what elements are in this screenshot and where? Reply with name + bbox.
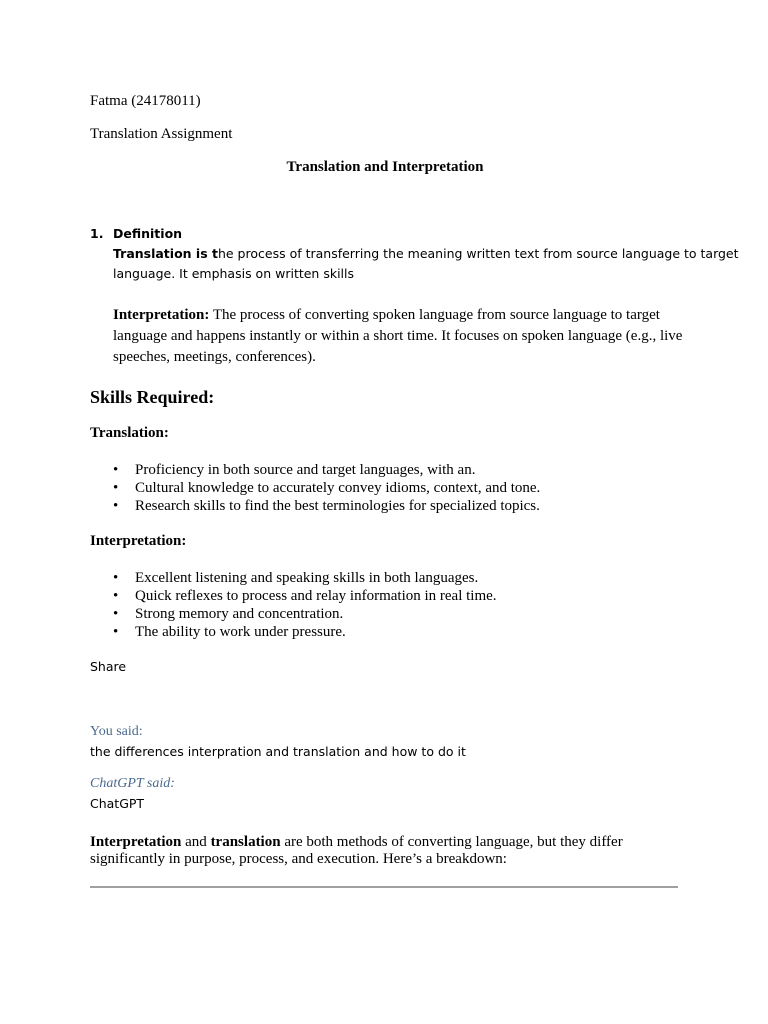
answer-line1: Interpretation and translation are both methods of converting language, but they differ [90,834,623,850]
translation-definition-line2: language. It emphasis on written skills [113,266,355,281]
interpretation-definition-line1 [113,307,660,324]
share-label: Share [90,659,127,674]
list-item: • The ability to work under pressure. [113,624,346,640]
author-line: Fatma (24178011) [90,93,201,109]
bullet-icon: • [113,606,119,622]
document-page [90,0,739,1024]
interpretation-definition-line2: language and happens instantly or within a short time. It focuses on spoken language (e.g., live [113,328,683,344]
user-question: the differences interpration and translation and how to do it [90,744,466,759]
translation-skills-heading: Translation: [90,425,169,441]
chatgpt-said-label: ChatGPT said: [90,776,175,791]
list-item: • Research skills to find the best terminologies for specialized topics. [113,498,540,514]
definition-heading: Definition [113,226,183,241]
bullet-icon: • [113,588,119,604]
translation-definition-text: he process of transferring the meaning written text from source language to target [217,246,739,261]
interpretation-definition-text: The process of converting spoken language from source language to target [209,307,660,323]
bullet-icon: • [113,462,119,478]
document-title: Translation and Interpretation [286,159,484,175]
answer-line2: significantly in purpose, process, and execution. Here’s a breakdown: [90,851,507,867]
bullet-icon: • [113,624,119,640]
list-item: • Proficiency in both source and target languages, with an. [113,462,476,478]
list-item: • Strong memory and concentration. [113,606,344,622]
interpretation-term: Interpretation: [113,307,210,323]
translation-skills-list [90,461,540,515]
list-item: • Quick reflexes to process and relay information in real time. [113,588,497,604]
chatgpt-name: ChatGPT [90,796,145,811]
assignment-line: Translation Assignment [90,126,233,142]
answer-term-interpretation: Interpretation [90,834,182,850]
interpretation-definition-line3: speeches, meetings, conferences). [113,349,316,365]
definition-number: 1. [90,226,104,241]
you-said-label: You said: [90,724,143,739]
list-item: • Excellent listening and speaking skills in both languages. [113,570,479,586]
interpretation-skills-list [90,569,497,641]
answer-term-translation: translation [210,834,281,850]
interpretation-skills-heading: Interpretation: [90,533,187,549]
bullet-icon: • [113,480,119,496]
skills-heading: Skills Required: [90,387,215,407]
bullet-icon: • [113,498,119,514]
bullet-icon: • [113,570,119,586]
horizontal-rule [90,886,678,888]
translation-definition-line1 [113,246,739,261]
list-item: • Cultural knowledge to accurately convey idioms, context, and tone. [113,480,541,496]
translation-term: Translation is t [113,246,218,261]
